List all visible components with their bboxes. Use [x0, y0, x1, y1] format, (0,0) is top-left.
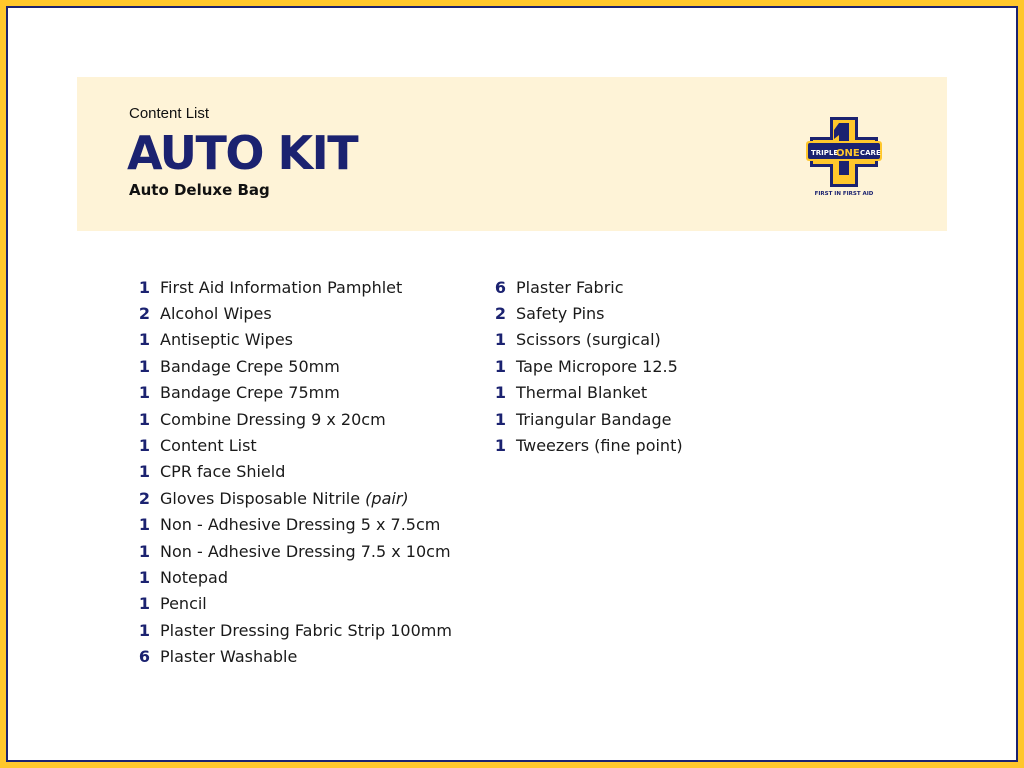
item-name: Safety Pins [516, 304, 605, 324]
item-quantity: 1 [494, 436, 506, 456]
list-item [480, 327, 683, 353]
list-item [124, 406, 452, 432]
item-name: Plaster Dressing Fabric Strip 100mm [160, 620, 452, 640]
item-note: (pair) [365, 488, 409, 508]
page-subtitle: Auto Deluxe Bag [129, 181, 270, 199]
list-item [480, 300, 683, 326]
item-list-left [124, 274, 452, 670]
list-item [480, 274, 683, 300]
list-item [480, 432, 683, 458]
list-item [480, 406, 683, 432]
item-quantity: 1 [138, 462, 150, 482]
item-name: Notepad [160, 567, 228, 587]
list-item [124, 459, 452, 485]
svg-text:FIRST IN FIRST AID: FIRST IN FIRST AID [814, 191, 874, 197]
item-quantity: 6 [138, 647, 150, 667]
item-name: Gloves Disposable Nitrile [160, 488, 366, 508]
item-name: Plaster Fabric [516, 277, 624, 297]
item-name: Plaster Washable [160, 647, 298, 667]
list-item [124, 327, 452, 353]
list-item [124, 591, 452, 617]
list-item [124, 353, 452, 379]
item-name: Non - Adhesive Dressing 7.5 x 10cm [160, 541, 451, 561]
item-name: Thermal Blanket [516, 383, 648, 403]
item-list-right [480, 274, 683, 459]
list-item [124, 380, 452, 406]
header-banner [77, 77, 947, 231]
item-name: Antiseptic Wipes [160, 330, 293, 350]
item-quantity: 1 [494, 409, 506, 429]
list-item [124, 300, 452, 326]
item-quantity: 1 [138, 436, 150, 456]
plus-cross-logo-icon [805, 115, 885, 199]
item-quantity: 1 [138, 277, 150, 297]
item-name: Combine Dressing 9 x 20cm [160, 409, 386, 429]
list-item [124, 643, 452, 669]
item-quantity: 6 [494, 277, 506, 297]
svg-text:TRIPLE: TRIPLE [811, 149, 839, 157]
item-quantity: 1 [494, 356, 506, 376]
item-name: Bandage Crepe 50mm [160, 356, 340, 376]
page-title: AUTO KIT [127, 126, 358, 180]
svg-text:ONE: ONE [836, 148, 860, 159]
item-quantity: 1 [138, 409, 150, 429]
item-name: First Aid Information Pamphlet [160, 277, 403, 297]
item-quantity: 1 [494, 383, 506, 403]
item-name: Non - Adhesive Dressing 5 x 7.5cm [160, 515, 441, 535]
list-item [124, 512, 452, 538]
list-item [124, 617, 452, 643]
item-quantity: 1 [138, 620, 150, 640]
list-item [124, 564, 452, 590]
item-quantity: 1 [138, 594, 150, 614]
item-name: CPR face Shield [160, 462, 286, 482]
item-quantity: 2 [138, 304, 150, 324]
list-item [124, 432, 452, 458]
list-item [124, 538, 452, 564]
triple-one-care-logo [805, 115, 885, 199]
item-quantity: 2 [138, 488, 150, 508]
content-list-label: Content List [129, 105, 210, 122]
item-name: Tape Micropore 12.5 [516, 356, 678, 376]
list-item [124, 274, 452, 300]
item-quantity: 1 [138, 515, 150, 535]
item-name: Scissors (surgical) [516, 330, 661, 350]
item-quantity: 1 [138, 383, 150, 403]
item-name: Bandage Crepe 75mm [160, 383, 340, 403]
list-item [124, 485, 452, 511]
item-quantity: 1 [138, 567, 150, 587]
item-quantity: 1 [494, 330, 506, 350]
list-item [480, 380, 683, 406]
item-name: Tweezers (fine point) [516, 436, 683, 456]
svg-text:CARE: CARE [860, 149, 881, 157]
list-item [480, 353, 683, 379]
item-name: Content List [160, 436, 257, 456]
item-quantity: 2 [494, 304, 506, 324]
page-frame [6, 6, 1018, 762]
item-quantity: 1 [138, 356, 150, 376]
item-quantity: 1 [138, 541, 150, 561]
item-quantity: 1 [138, 330, 150, 350]
item-name: Triangular Bandage [516, 409, 672, 429]
item-name: Alcohol Wipes [160, 304, 272, 324]
item-name: Pencil [160, 594, 207, 614]
